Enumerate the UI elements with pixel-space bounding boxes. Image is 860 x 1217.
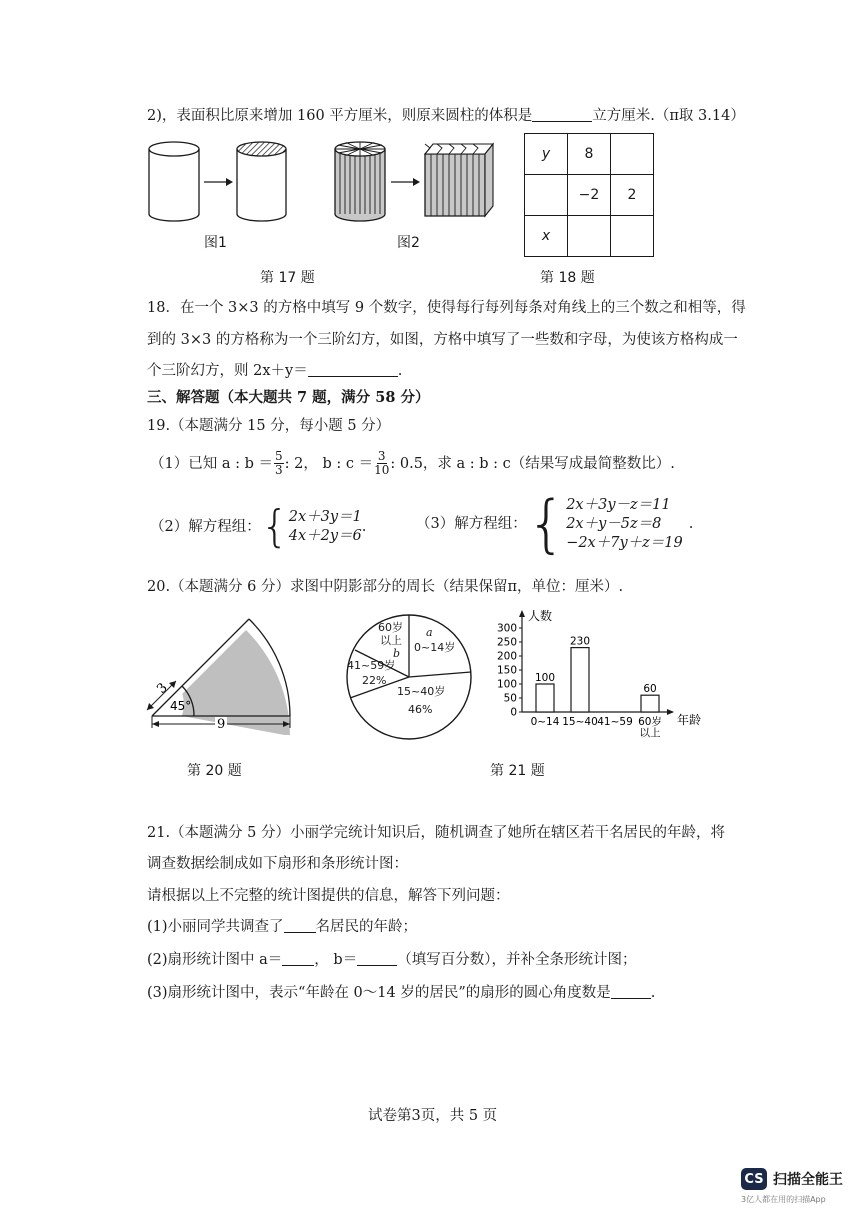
- arrow-right-icon: [204, 178, 233, 186]
- pie-label: 0~14岁: [414, 641, 456, 654]
- y-tick-label: 0: [510, 706, 517, 719]
- q21-caption: 第 21 题: [490, 763, 545, 779]
- q19-part3: （3）解方程组： { 2x＋3y－z＝11 2x＋y－5z＝8 −2x＋7y＋z＝19 .: [416, 487, 694, 560]
- q21-blank-3[interactable]: [611, 984, 651, 999]
- pie-label: 46%: [408, 703, 433, 716]
- x-axis-label: 年龄: [677, 713, 702, 727]
- grid-cell: [568, 216, 611, 257]
- label-9: 9: [217, 717, 226, 732]
- pie-label: 60岁: [378, 621, 403, 634]
- grid-cell: x: [525, 216, 568, 257]
- q18-line1: 18．在一个 3×3 的方格中填写 9 个数字，使得每行每列每条对角线上的三个数之和相等，得: [147, 300, 746, 316]
- fig1-label: 图1: [204, 235, 227, 251]
- q17-caption: 第 17 题: [260, 270, 315, 286]
- q20-caption: 第 20 题: [187, 763, 242, 779]
- q18-line3: 个三阶幻方，则 2x＋y＝ .: [147, 363, 403, 379]
- label-45: 45°: [170, 699, 192, 713]
- bar-value-label: 60: [643, 683, 657, 696]
- x-tick-label: 以上: [639, 727, 661, 739]
- q21-line3: 请根据以上不完整的统计图提供的信息，解答下列问题：: [147, 888, 510, 904]
- grid-cell: 2: [611, 175, 654, 216]
- prism-icon: [425, 144, 493, 216]
- pie-label: a: [426, 626, 433, 639]
- sector-figure: [140, 610, 300, 735]
- equation-system: 2x＋3y＝1 4x＋2y＝6: [288, 509, 362, 544]
- q19-header: 19.（本题满分 15 分，每小题 5 分）: [147, 418, 391, 434]
- magic-square-grid: [524, 133, 654, 257]
- q21-blank-1[interactable]: [284, 918, 316, 933]
- pie-label: b: [393, 647, 401, 660]
- q19-part2: （2）解方程组： { 2x＋3y＝1 4x＋2y＝6 .: [150, 501, 367, 552]
- page-footer: 试卷第3页，共 5 页: [368, 1108, 498, 1124]
- y-tick-label: 100: [496, 678, 517, 691]
- grid-cell: [611, 216, 654, 257]
- q17-answer-blank[interactable]: [532, 107, 592, 122]
- y-tick-label: 200: [496, 650, 517, 663]
- grid-cell: y: [525, 134, 568, 175]
- x-tick-label: 0~14: [530, 716, 560, 728]
- q18-caption: 第 18 题: [540, 270, 595, 286]
- cylinder-icon: [149, 142, 199, 221]
- scanner-tagline: 3亿人都在用的扫描App: [741, 1195, 826, 1204]
- y-axis-arrow: [519, 610, 525, 617]
- bar-value-label: 230: [569, 635, 591, 648]
- y-tick-label: 150: [496, 664, 517, 677]
- y-tick-label: 300: [496, 622, 517, 635]
- x-tick-label: 15~40: [562, 716, 598, 728]
- bar: [641, 695, 659, 712]
- q21-sub1: (1)小丽同学共调查了 名居民的年龄；: [147, 919, 418, 935]
- q21-line2: 调查数据绘制成如下扇形和条形统计图：: [147, 856, 408, 872]
- pie-label: 以上: [380, 634, 402, 647]
- q19-part1: （1）已知 a : b ＝ $\frac{5}{3}$ : 2， b : c ＝ $\frac{3}{10}$ : 0.5，求 a : b : c（结果写成最简整数比）.: [150, 449, 675, 477]
- pie-label: 22%: [362, 674, 387, 687]
- arrow-right-icon: [391, 178, 420, 186]
- x-axis-arrow: [667, 709, 674, 715]
- y-tick-label: 250: [496, 636, 517, 649]
- section3-title: 三、解答题（本大题共 7 题，满分 58 分）: [147, 389, 430, 406]
- pie-label: 41~59岁: [347, 659, 396, 672]
- scanner-logo: CS: [741, 1168, 767, 1190]
- pie-chart: [340, 612, 480, 742]
- q21-blank-b[interactable]: [357, 951, 397, 966]
- q21-sub2: (2)扇形统计图中 a＝ ， b＝ （填写百分数），并补全条形统计图；: [147, 952, 637, 968]
- brace: {: [260, 501, 289, 552]
- q21-sub3: (3)扇形统计图中，表示“年龄在 0～14 岁的居民”的扇形的圆心角度数是 .: [147, 985, 656, 1001]
- brace: {: [526, 487, 567, 560]
- scanner-name: 扫描全能王: [773, 1172, 843, 1188]
- grid-cell: [611, 134, 654, 175]
- pie-label: 15~40岁: [397, 685, 446, 698]
- q18-answer-blank[interactable]: [308, 362, 398, 377]
- grid-cell: −2: [568, 175, 611, 216]
- q17-figure: [140, 136, 510, 231]
- bar: [536, 684, 554, 712]
- q21-blank-a[interactable]: [282, 951, 314, 966]
- fig2-label: 图2: [397, 235, 420, 251]
- q17-text: 2)，表面积比原来增加 160 平方厘米，则原来圆柱的体积是 立方厘米.（π取 3.14）: [147, 108, 745, 124]
- label-3: 3: [154, 680, 171, 697]
- x-tick-label: 60岁: [638, 716, 662, 728]
- fraction: $\frac{3}{10}$: [374, 449, 390, 477]
- q20-text: 20.（本题满分 6 分）求图中阴影部分的周长（结果保留π，单位：厘米）.: [147, 579, 624, 595]
- q21-line1: 21.（本题满分 5 分）小丽学完统计知识后，随机调查了她所在辖区若干名居民的年龄，将: [147, 825, 725, 841]
- grid-cell: [525, 175, 568, 216]
- x-tick-label: 41~59: [597, 716, 633, 728]
- fraction: $\frac{5}{3}$: [274, 449, 283, 477]
- grid-cell: 8: [568, 134, 611, 175]
- cylinder-hatched-icon: [237, 142, 286, 221]
- equation-system: 2x＋3y－z＝11 2x＋y－5z＝8 −2x＋7y＋z＝19: [566, 496, 683, 551]
- y-tick-label: 50: [503, 692, 517, 705]
- sliced-cylinder-icon: [335, 142, 385, 221]
- scanner-watermark: [741, 1168, 843, 1190]
- bar: [571, 648, 589, 712]
- bar-chart: [488, 608, 710, 748]
- bar-value-label: 100: [534, 672, 556, 684]
- q18-line2: 到的 3×3 的方格称为一个三阶幻方，如图，方格中填写了一些数和字母，为使该方格构成一: [147, 332, 738, 348]
- y-axis-label: 人数: [528, 609, 553, 623]
